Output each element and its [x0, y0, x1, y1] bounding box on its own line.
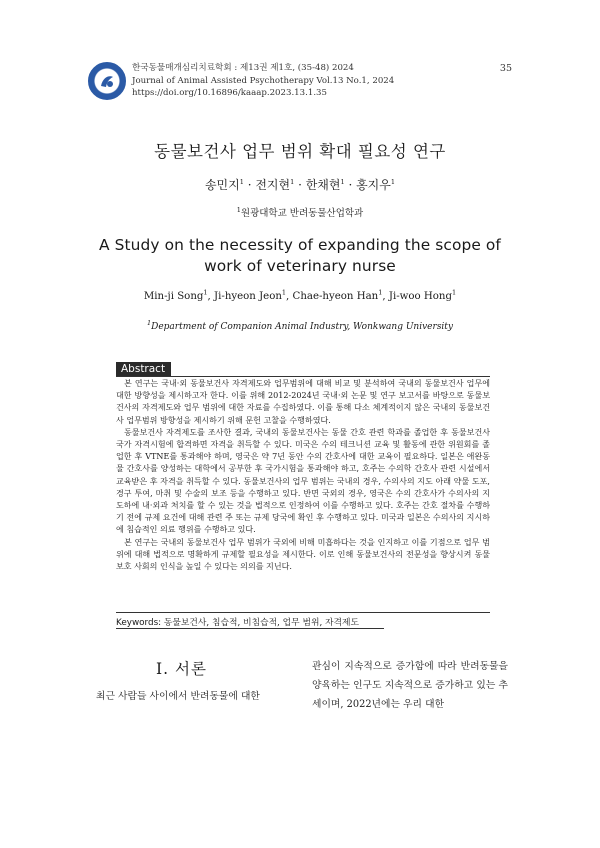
affiliation-korean: [0, 205, 600, 219]
abstract-paragraph: 본 연구는 국내·외 동물보건사 자격제도와 업무범위에 대해 비교 및 분석하여 국내의 동물보건사 업무에 대한 방향성을 제시하고자 한다. 이를 위해 2012-2024년 국내·외 논문 및 연구 보고서를 바탕으로 동물보건사의 자격제도와 업무 범위에 대한 자료를 수집하였다. 이를 통해 다소 체계적이지 않은 국내의 동물보건사 업무범위 방향성을 제시하기 위해 문헌 고찰을 수행하였다.: [116, 379, 490, 425]
affiliation-text: 원광대학교 반려동물산업학과: [240, 208, 364, 219]
author-name: Min-ji Song: [143, 291, 204, 302]
journal-info: [132, 62, 394, 100]
affiliation-sup: 1: [146, 319, 152, 327]
author-affiliation-sup: 1: [239, 178, 244, 186]
author-affiliation-sup: 1: [378, 288, 383, 297]
title-english: A Study on the necessity of expanding the scope of work of veterinary nurse: [99, 236, 501, 275]
affiliation-english: [0, 319, 600, 332]
author-affiliation-sup: 1: [390, 178, 396, 186]
body-column-right: [312, 657, 508, 714]
abstract-body: [116, 378, 490, 573]
author-name: 홍지우: [356, 178, 391, 192]
author-separator: ,: [207, 291, 215, 302]
abstract-divider: [116, 376, 490, 377]
author-affiliation-sup: 1: [290, 178, 295, 186]
keywords-divider-bottom: [116, 628, 384, 629]
body-column-left: [96, 687, 282, 706]
doi-link[interactable]: https://doi.org/10.16896/kaaap.2023.13.1.35: [132, 88, 327, 99]
abstract-label: Abstract: [116, 362, 171, 377]
keywords-divider-top: [116, 612, 490, 613]
author-name: Ji-hyeon Jeon: [214, 291, 282, 302]
journal-name-en: Journal of Animal Assisted Psychotherapy Vol.13 No.1, 2024: [132, 75, 395, 86]
journal-name-ko: 한국동물매개심리치료학회 : 제13권 제1호, (35-48) 2024: [132, 63, 354, 73]
author-affiliation-sup: 1: [203, 288, 208, 297]
author-name: 전지현: [255, 178, 291, 192]
author-name: 송민지: [204, 178, 240, 192]
author-separator: ,: [286, 291, 293, 302]
author-name: Chae-hyeon Han: [292, 291, 379, 302]
authors-korean: [0, 176, 600, 193]
author-separator: ·: [294, 178, 306, 192]
author-name: Ji-woo Hong: [388, 291, 452, 302]
section-heading: Ⅰ. 서론: [156, 660, 207, 678]
author-separator: ·: [344, 178, 357, 192]
author-separator: ·: [243, 178, 256, 192]
author-affiliation-sup: 1: [340, 178, 345, 186]
keywords-text: 동물보건사, 침습적, 비침습적, 업무 범위, 자격제도: [163, 618, 360, 628]
abstract-paragraph: 동물보건사 자격제도를 조사한 결과, 국내의 동물보건사는 동물 간호 관련 학과를 졸업한 후 동물보건사 국가 자격시험에 합격하면 자격을 취득할 수 있다. 미국은 수의 테크니션 교육 및 활동에 관한 위원회를 졸업한 후 VTNE를 통과해야 하며, 영국은 약 7년 동안 수의 간호사에 대한 교육이 필요하다. 일본은 애완동물 간호사를 양성하는 대학에서 공부한 후 국가시험을 통과해야 하고, 호주는 수의학 간호사 관련 시설에서 교육받은 후 자격을 취득할 수 있다. 동물보건사의 업무 범위는 국내의 경우, 수의사의 지도 아래 약물 도포, 경구 투여, 마취 및 수술의 보조 등을 수행하고 있다. 반면 국외의 경우, 영국은 수의 간호사가 수의사의 지도하에 내·외과 처치를 할 수 있는 것을 법적으로 인정하여 이를 수행하고 있다. 호주는 간호 절차를 수행하기 전에 규제 요건에 대해 관련 주 또는 규제 당국에 확인 후 수행하고 있다. 미국과 일본은 수의사의 지시하에 침습적인 의료 행위를 수행하고 있다.: [116, 427, 490, 535]
author-affiliation-sup: 1: [281, 288, 287, 297]
affiliation-text: Department of Companion Animal Industry, Wonkwang University: [151, 322, 454, 332]
abstract-paragraph: 본 연구는 국내의 동물보건사 업무 범위가 국외에 비해 미흡하다는 것을 인지하고 이를 기점으로 업무 범위에 대해 법적으로 명확하게 규제할 필요성을 제시한다. 이로 인해 동물보건사의 전문성을 향상시켜 동물보호 사회의 인식을 높일 수 있다는 의의를 지닌다.: [116, 537, 490, 572]
author-name: 한채현: [305, 178, 341, 192]
affiliation-sup: 1: [236, 205, 241, 214]
author-separator: ,: [382, 291, 389, 302]
society-emblem-icon: [97, 71, 117, 91]
author-affiliation-sup: 1: [451, 288, 457, 297]
keywords: [116, 615, 359, 628]
keywords-label: Keywords:: [116, 618, 162, 628]
body-text: 관심이 지속적으로 증가함에 따라 반려동물을 양육하는 인구도 지속적으로 증가하고 있는 추세이며, 2022년에는 우리 대한: [312, 661, 508, 710]
authors-english: [0, 288, 600, 302]
title-korean: 동물보건사 업무 범위 확대 필요성 연구: [154, 142, 446, 161]
journal-logo: [88, 62, 126, 100]
page-number: 35: [499, 63, 512, 74]
body-text: 최근 사람들 사이에서 반려동물에 대한: [96, 691, 260, 702]
